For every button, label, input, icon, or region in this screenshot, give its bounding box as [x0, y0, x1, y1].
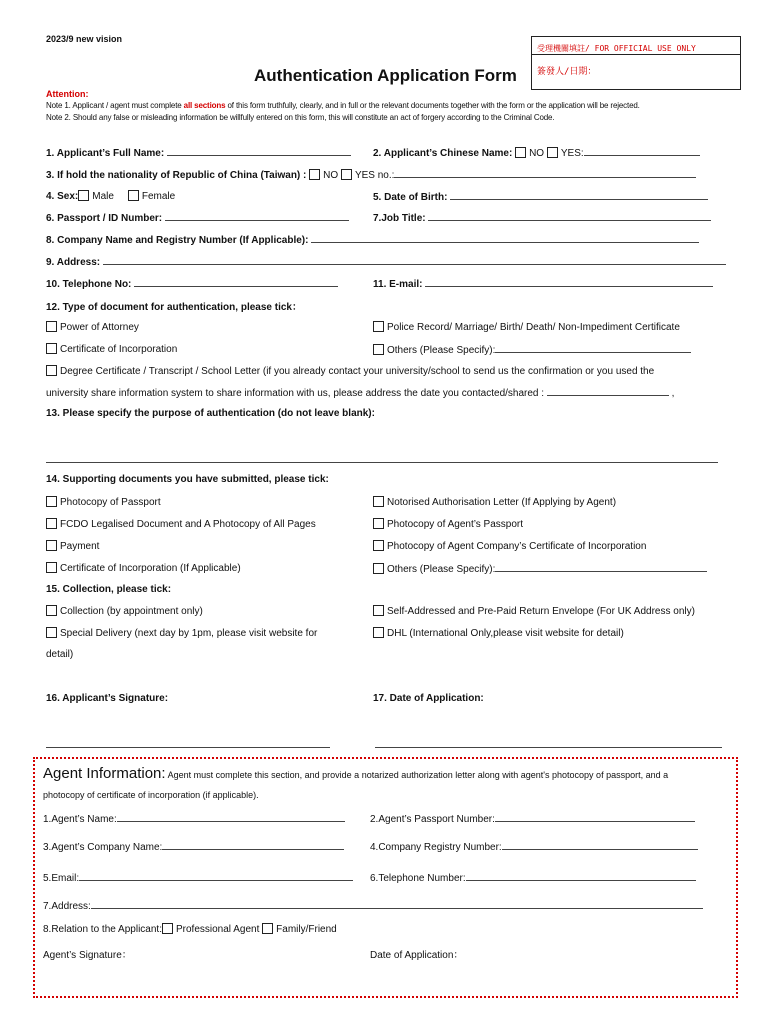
support-passport[interactable]: Photocopy of Passport: [46, 496, 161, 508]
attention-label: Attention:: [46, 89, 89, 99]
support-agent-passport-checkbox[interactable]: [373, 518, 384, 529]
document-type-heading: 12. Type of document for authentication, please tick：: [46, 302, 302, 313]
agent-registry-field[interactable]: 4.Company Registry Number:: [370, 840, 698, 853]
collection-special-delivery-cont: detail): [46, 649, 74, 660]
purpose-input-line[interactable]: [46, 462, 718, 463]
doc-type-police-record[interactable]: Police Record/ Marriage/ Birth/ Death/ Non-Impediment Certificate: [373, 321, 680, 333]
degree-share-date-field[interactable]: university share information system to share information with us, please address the date you contacted/shared : ,: [46, 388, 675, 399]
agent-name-field[interactable]: 1.Agent’s Name:: [43, 812, 345, 825]
passport-id-field[interactable]: 6. Passport / ID Number:: [46, 211, 349, 224]
roc-yes-checkbox[interactable]: [341, 169, 352, 180]
agent-telephone-field[interactable]: 6.Telephone Number:: [370, 871, 696, 884]
collection-self-addressed-checkbox[interactable]: [373, 605, 384, 616]
support-others-checkbox[interactable]: [373, 563, 384, 574]
agent-intro-cont: photocopy of certificate of incorporation (if applicable).: [43, 790, 259, 800]
application-date-label: 17. Date of Application:: [373, 693, 484, 704]
telephone-field[interactable]: 10. Telephone No:: [46, 277, 338, 290]
support-agent-company-checkbox[interactable]: [373, 540, 384, 551]
roc-no-checkbox[interactable]: [309, 169, 320, 180]
collection-self-addressed[interactable]: Self-Addressed and Pre-Paid Return Envelope (For UK Address only): [373, 605, 695, 617]
applicant-signature-label: 16. Applicant’s Signature:: [46, 693, 169, 704]
agent-passport-field[interactable]: 2.Agent’s Passport Number:: [370, 812, 695, 825]
doc-others-checkbox[interactable]: [373, 344, 384, 355]
collection-appointment-checkbox[interactable]: [46, 605, 57, 616]
sex-male-checkbox[interactable]: [78, 190, 89, 201]
agent-date-label: Date of Application：: [370, 950, 464, 961]
job-title-field[interactable]: 7.Job Title:: [373, 211, 711, 224]
sex-field[interactable]: 4. Sex: Male Female: [46, 191, 176, 202]
roc-nationality-field[interactable]: 3. If hold the nationality of Republic of China (Taiwan) : NO YES no.:: [46, 168, 696, 181]
support-incorporation[interactable]: Certificate of Incorporation (If Applicable): [46, 562, 241, 574]
address-field[interactable]: 9. Address:: [46, 255, 726, 268]
doc-type-degree[interactable]: Degree Certificate / Transcript / School Letter (if you already contact your university/school to send us the confirmation or you used the: [46, 365, 654, 377]
chinese-name-field[interactable]: 2. Applicant’s Chinese Name: NO YES:: [373, 146, 700, 159]
collection-special-delivery[interactable]: Special Delivery (next day by 1pm, please visit website for: [46, 627, 317, 639]
degree-checkbox[interactable]: [46, 365, 57, 376]
applicant-signature-line[interactable]: [46, 747, 330, 748]
attention-note-1: Note 1. Applicant / agent must complete all sections of this form truthfully, clearly, and in full or the relevant documents together with the form or the application will be rejected.: [46, 101, 640, 110]
support-others[interactable]: Others (Please Specify):: [373, 562, 707, 575]
support-incorporation-checkbox[interactable]: [46, 562, 57, 573]
agent-signature-label: Agent’s Signature：: [43, 950, 132, 961]
support-notarised[interactable]: Notorised Authorisation Letter (If Applying by Agent): [373, 496, 616, 508]
agent-address-field[interactable]: 7.Address:: [43, 899, 703, 912]
doc-type-incorporation[interactable]: Certificate of Incorporation: [46, 343, 177, 355]
official-use-label: 受理機關填註/ FOR OFFICIAL USE ONLY: [532, 37, 740, 55]
official-signer-date: 簽發人/日期：: [537, 67, 597, 77]
support-notarised-checkbox[interactable]: [373, 496, 384, 507]
support-fcdo[interactable]: FCDO Legalised Document and A Photocopy of All Pages: [46, 518, 316, 530]
page-title: Authentication Application Form: [254, 66, 517, 85]
support-agent-passport[interactable]: Photocopy of Agent’s Passport: [373, 518, 523, 530]
collection-heading: 15. Collection, please tick:: [46, 584, 172, 595]
email-field[interactable]: 11. E-mail:: [373, 277, 713, 290]
collection-dhl[interactable]: DHL (International Only,please visit website for detail): [373, 627, 624, 639]
collection-appointment[interactable]: Collection (by appointment only): [46, 605, 203, 617]
agent-email-field[interactable]: 5.Email:: [43, 871, 353, 884]
agent-relation-field[interactable]: 8.Relation to the Applicant: Professional Agent Family/Friend: [43, 924, 337, 935]
full-name-field[interactable]: 1. Applicant’s Full Name:: [46, 146, 351, 159]
doc-type-others[interactable]: Others (Please Specify):: [373, 343, 691, 356]
supporting-docs-heading: 14. Supporting documents you have submitted, please tick:: [46, 474, 329, 485]
collection-special-delivery-checkbox[interactable]: [46, 627, 57, 638]
incorporation-checkbox[interactable]: [46, 343, 57, 354]
support-payment-checkbox[interactable]: [46, 540, 57, 551]
company-field[interactable]: 8. Company Name and Registry Number (If Applicable):: [46, 233, 699, 246]
form-version: 2023/9 new vision: [46, 34, 123, 44]
support-fcdo-checkbox[interactable]: [46, 518, 57, 529]
attention-note-2: Note 2. Should any false or misleading information be willfully entered on this form, this will constitute an act of forgery according to the Criminal Code.: [46, 113, 555, 122]
dob-field[interactable]: 5. Date of Birth:: [373, 190, 708, 203]
purpose-heading: 13. Please specify the purpose of authentication (do not leave blank):: [46, 408, 375, 419]
police-record-checkbox[interactable]: [373, 321, 384, 332]
agent-intro: Agent Information: Agent must complete this section, and provide a notarized authorization letter along with agent's photocopy of passport, and a: [43, 765, 669, 782]
agent-company-field[interactable]: 3.Agent’s Company Name:: [43, 840, 344, 853]
support-passport-checkbox[interactable]: [46, 496, 57, 507]
support-agent-company[interactable]: Photocopy of Agent Company’s Certificate of Incorporation: [373, 540, 646, 552]
support-payment[interactable]: Payment: [46, 540, 99, 552]
application-date-line[interactable]: [375, 747, 722, 748]
official-use-box: [531, 36, 741, 90]
collection-dhl-checkbox[interactable]: [373, 627, 384, 638]
relation-family-checkbox[interactable]: [262, 923, 273, 934]
power-of-attorney-checkbox[interactable]: [46, 321, 57, 332]
chinese-name-yes-checkbox[interactable]: [547, 147, 558, 158]
chinese-name-no-checkbox[interactable]: [515, 147, 526, 158]
sex-female-checkbox[interactable]: [128, 190, 139, 201]
doc-type-power-of-attorney[interactable]: Power of Attorney: [46, 321, 139, 333]
relation-professional-checkbox[interactable]: [162, 923, 173, 934]
